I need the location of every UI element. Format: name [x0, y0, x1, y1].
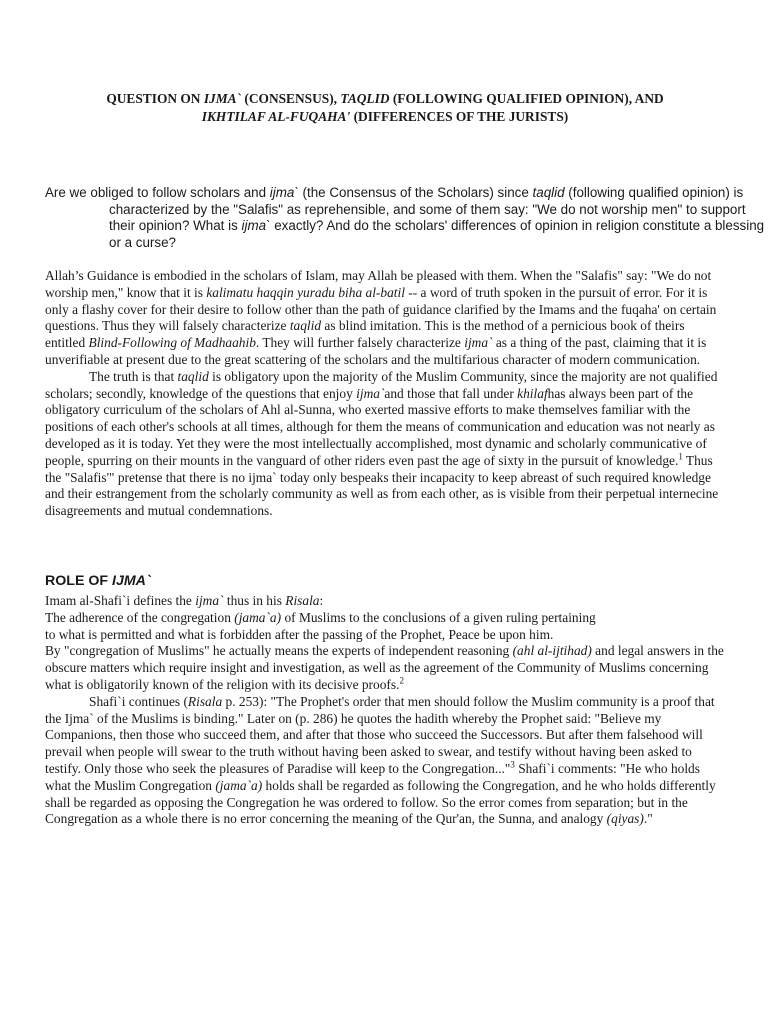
title-text: (CONSENSUS),: [241, 91, 341, 106]
question-text: Are we obliged to follow scholars and: [45, 185, 270, 200]
title-italic: IKHTILAF AL-FUQAHA': [201, 109, 351, 124]
body-text: and legal answers in the obscure matters which require insight and investigation, as well as the agreement of the Community of Muslims concerning what is obligatorily known of the religion with its decisive proofs.: [45, 643, 724, 692]
body-text: holds shall be regarded as following the Congregation, and he who holds differently shall be regarded as opposing the Congregation he was ordered to follow. So the error comes from separation; but in the Congregation as a whole there is no error concerning the meaning of the Qur'an, the Sunna, and analogy: [45, 777, 716, 827]
body-text: to what is permitted and what is forbidden after the passing of the Prophet, Peace be upon him.: [45, 626, 554, 642]
answer-body: [45, 268, 725, 520]
body-italic: taqlid: [289, 318, 322, 334]
body-text: Allah’s Guidance is embodied in the scholars of Islam, may Allah be pleased with them. When the "Salafis" say: "We do not worship men," know that it is: [45, 268, 712, 300]
body-text: Imam al-Shafi`i defines the: [45, 593, 196, 608]
body-italic: taqlid: [177, 368, 209, 384]
title-line-2: [40, 108, 730, 126]
body-text: The truth is that: [89, 368, 178, 384]
body-italic: (ahl al-ijtihad): [512, 643, 592, 659]
body-text: p. 253): "The Prophet's order that men should follow the Muslim community is a proof that the Ijma` of the Muslims is binding." Later on (p. 286) he quotes the hadith whereby the Prophet said: "Believe my Companions, then those who succeed them, and after that those who succeed the Successors. But after them falsehood will prevail when people will swear to the truth without having been asked to swear, and testify without having been asked to testify. Only those who seek the pleasures of Paradise will keep to the Congregation...": [45, 693, 715, 776]
line-definition-1: [45, 610, 725, 627]
question-italic: ijma`: [269, 185, 299, 200]
heading-text: ROLE OF: [45, 573, 112, 589]
body-text: and those that fall under: [384, 385, 518, 401]
title-text: (FOLLOWING QUALIFIED OPINION), AND: [389, 91, 664, 106]
body-italic: Risala: [187, 693, 223, 709]
body-italic: (jama`a): [234, 609, 282, 625]
body-italic: kalimatu haqqin yuradu biha al-batil: [206, 284, 405, 300]
body-text: of Muslims to the conclusions of a given ruling pertaining: [281, 609, 596, 625]
body-text: .": [643, 811, 653, 827]
question-text: (following qualified opinion) is characterized by the "Salafis" as reprehensible, and some of them say: "We do not worship men" to support their opinion? What is: [109, 185, 746, 234]
title-italic: IJMA`: [203, 91, 242, 106]
body-italic: ijma`: [464, 335, 493, 351]
line-definition-2: [45, 627, 725, 644]
question-text: (the Consensus of the Scholars) since: [298, 185, 533, 200]
body-italic: ijma`: [356, 385, 385, 401]
body-text: :: [319, 593, 324, 608]
body-text: as a thing of the past, claiming that it is unverifiable at present due to the great scattering of the scholars and the multifarious character of modern communication.: [45, 335, 707, 367]
body-text: has always been part of the obligatory curriculum of the scholars of Ahl al-Sunna, who exerted massive efforts to make themselves familiar with the positions of each other's schools at all times, although for them the means of communication and education was not nearly as developed as it is today. Yet they were the most intellectually accomplished, most dynamic and scholarly communicative of people, spurring on their mounts in the vanguard of other riders even past the age of sixty in the pursuit of knowledge.: [45, 385, 715, 468]
title-italic: TAQLID: [340, 91, 390, 106]
document-title: [40, 90, 730, 126]
paragraph-2: [45, 369, 725, 520]
paragraph-4: [45, 694, 725, 828]
question-text: exactly? And do the scholars' differences of opinion in religion constitute a blessing or a curse?: [109, 218, 765, 250]
body-text: Shafi`i continues (: [89, 693, 188, 709]
body-text: thus in his: [223, 593, 286, 608]
body-text: is obligatory upon the majority of the Muslim Community, since the majority are not qualified scholars; secondly, knowledge of the questions that enjoy: [45, 368, 718, 401]
body-text: Shafi`i comments: "He who holds what the Muslim Congregation: [45, 760, 700, 793]
body-italic: Risala: [285, 593, 320, 608]
paragraph-1: [45, 268, 725, 369]
body-text: The adherence of the congregation: [45, 609, 235, 625]
footnote-marker[interactable]: 2: [399, 675, 404, 686]
line-definition-intro: [45, 593, 725, 610]
body-text: By "congregation of Muslims" he actually means the experts of independent reasoning: [45, 643, 513, 659]
body-italic: (jama`a): [215, 777, 263, 793]
section-heading: [45, 573, 151, 589]
title-text: (DIFFERENCES OF THE JURISTS): [350, 109, 569, 124]
title-line-1: [40, 90, 730, 108]
section-body: [45, 593, 725, 828]
body-text: as blind imitation. This is the method of a pernicious book of theirs entitled: [45, 318, 685, 351]
question-italic: taqlid: [532, 185, 565, 200]
body-text: -- a word of truth spoken in the pursuit of error. For it is only a flashy cover for their desire to follow other than the path of guidance clarified by the Imams and the fuqaha' on certain questions. Thus they will falsely characterize: [45, 284, 717, 334]
question-italic: ijma`: [241, 218, 271, 234]
body-italic: (qiyas): [606, 811, 644, 827]
paragraph-3: [45, 643, 725, 693]
body-italic: ijma`: [195, 593, 224, 608]
title-text: QUESTION ON: [106, 91, 204, 106]
heading-italic: IJMA`: [112, 573, 151, 589]
body-italic: Blind-Following of Madhaahib: [88, 335, 256, 351]
body-italic: khilaf: [517, 385, 548, 401]
body-text: . They will further falsely characterize: [255, 335, 465, 351]
footnote-marker[interactable]: 1: [678, 451, 683, 462]
question-paragraph: [45, 185, 768, 251]
body-text: Thus the "Salafis'" pretense that there is no ijma` today only bespeaks their incapacity to keep abreast of such required knowledge and their estrangement from the scholarly community as well as from each other, as is visible from their perpetual internecine disagreements and mutual condemnations.: [45, 452, 719, 519]
footnote-marker[interactable]: 3: [510, 759, 515, 770]
